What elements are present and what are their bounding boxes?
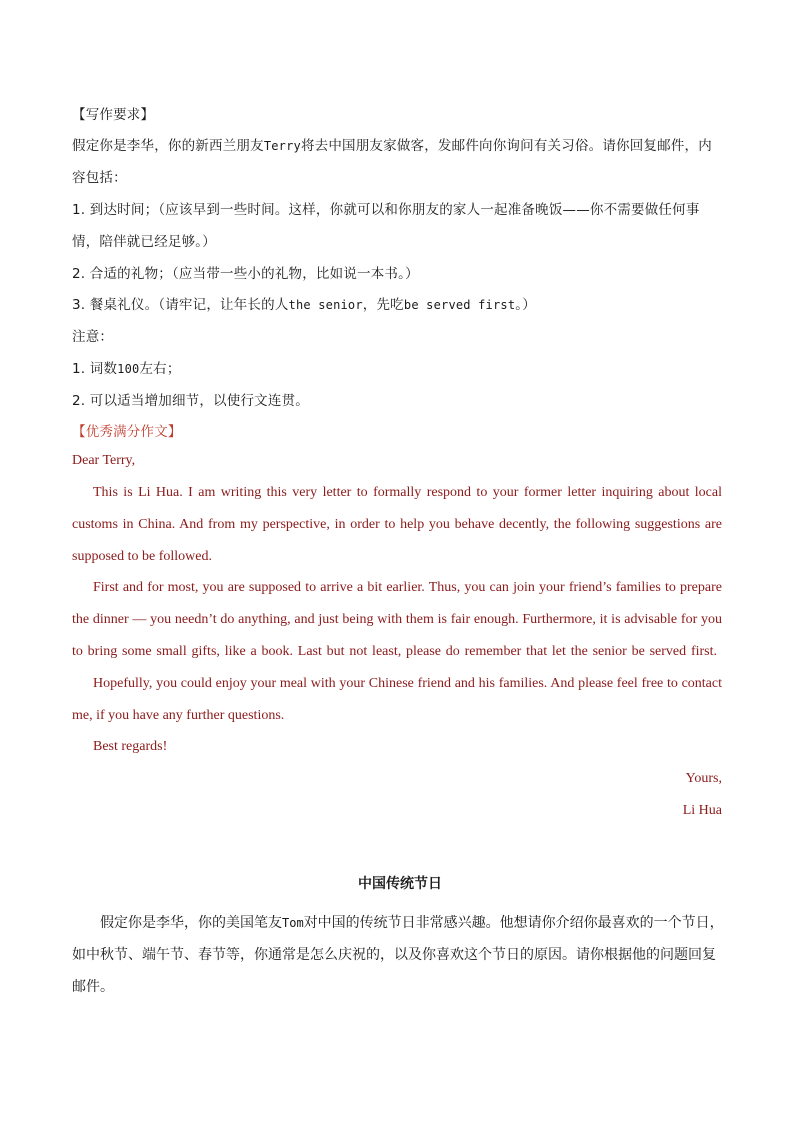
essay-line: customs in China. And from my perspective, in order to help you behave decently, the following suggestions are: [72, 517, 722, 532]
word-count: 100: [117, 362, 140, 376]
text-span: 假定你是李华，你的美国笔友: [100, 915, 282, 931]
essay-yours: Yours,: [685, 771, 722, 786]
requirement-item-2: 2. 合适的礼物；（应当带一些小的礼物，比如说一本书。）: [72, 266, 419, 282]
text-span: 3. 餐桌礼仪。（请牢记，让年长的人: [72, 297, 289, 313]
english-phrase: the senior: [288, 298, 363, 312]
section-paragraph-line-3: 邮件。: [72, 979, 114, 995]
english-phrase: be served first: [403, 298, 516, 312]
text-span: 对中国的传统节日非常感兴趣。他想请你介绍你最喜欢的一个节日，: [303, 915, 724, 931]
requirements-paragraph-line-1: [72, 134, 712, 154]
essay-line: This is Li Hua. I am writing this very letter to formally respond to your former letter inquiring about local: [93, 485, 722, 500]
text-span: 左右；: [139, 361, 181, 377]
section-paragraph-line-1: [100, 912, 724, 932]
writing-requirements-heading: 【写作要求】: [72, 107, 155, 123]
section-paragraph-line-2: 如中秋节、端午节、春节等，你通常是怎么庆祝的，以及你喜欢这个节日的原因。请你根据他的问题回复: [72, 947, 716, 963]
text-span: 假定你是李华，你的新西兰朋友: [72, 138, 264, 154]
essay-line: supposed to be followed.: [72, 549, 212, 564]
note-heading: 注意：: [72, 329, 114, 345]
section-title: 中国传统节日: [358, 876, 442, 892]
text-span: 1. 词数: [72, 361, 118, 377]
requirement-item-1-line-2: 情，陪伴就已经足够。）: [72, 234, 216, 250]
pen-pal-name: Tom: [282, 916, 304, 930]
essay-salutation: Dear Terry,: [72, 453, 136, 468]
essay-line: First and for most, you are supposed to arrive a bit earlier. Thus, you can join your friend’s families to prepare: [93, 580, 722, 595]
note-item-2: 2. 可以适当增加细节，以使行文连贯。: [72, 393, 309, 409]
text-span: 。）: [515, 297, 536, 313]
essay-line: to bring some small gifts, like a book. Last but not least, please do remember that let the senior be served first.: [72, 644, 717, 659]
requirement-item-1-line-1: 1. 到达时间；（应该早到一些时间。这样，你就可以和你朋友的家人一起准备晚饭——你不需要做任何事: [72, 202, 700, 218]
requirement-item-3: [72, 293, 536, 313]
essay-line: the dinner — you needn’t do anything, and just being with them is fair enough. Furthermore, it is advisable for you: [72, 612, 722, 627]
text-span: 将去中国朋友家做客，发邮件向你询问有关习俗。请你回复邮件，内: [300, 138, 712, 154]
essay-line: me, if you have any further questions.: [72, 708, 285, 723]
essay-closing: Best regards!: [93, 739, 168, 754]
essay-signature: Li Hua: [682, 803, 722, 818]
text-span: ，先吃: [362, 297, 404, 313]
friend-name: Terry: [263, 139, 301, 153]
requirements-paragraph-line-2: 容包括：: [72, 170, 127, 186]
essay-line: Hopefully, you could enjoy your meal with your Chinese friend and his families. And please feel free to contact: [93, 676, 722, 691]
note-item-1: [72, 357, 181, 377]
model-essay-heading: 【优秀满分作文】: [72, 424, 182, 440]
